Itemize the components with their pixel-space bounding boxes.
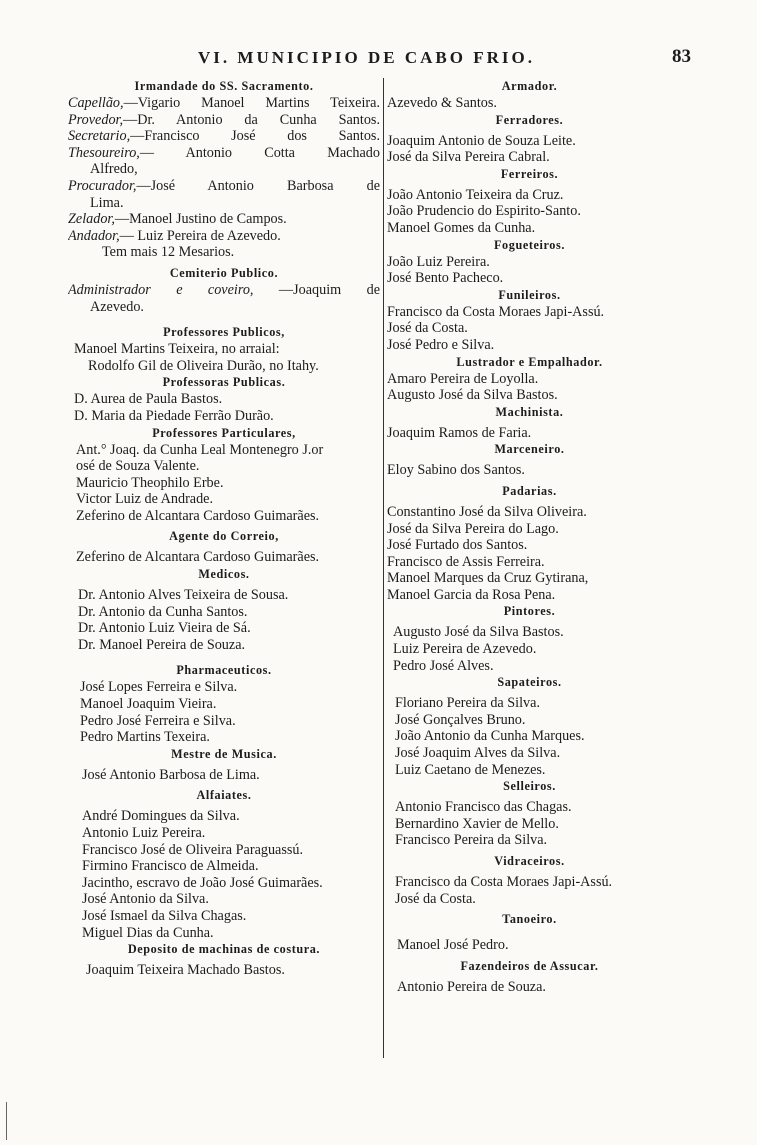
list-item: Manoel Joaquim Vieira. (80, 696, 217, 713)
role-label: Provedor, (68, 111, 124, 128)
section-heading-selleiros: Selleiros. (503, 779, 556, 794)
entry-continuation: Lima. (90, 194, 124, 211)
list-item: Francisco da Costa Moraes Japi-Assú. (395, 874, 613, 890)
list-item: Manoel Garcia da Rosa Pena. (387, 586, 556, 603)
section-heading-fogueteiros: Fogueteiros. (494, 237, 565, 252)
page-title: VI. MUNICIPIO DE CABO FRIO. (198, 48, 535, 67)
entry-zelador (68, 211, 380, 228)
list-item: Augusto José da Silva Bastos. (387, 387, 558, 404)
list-item: Pedro Martins Texeira. (80, 729, 210, 746)
person-name: — Luiz Pereira de Azevedo. (119, 227, 281, 244)
entry-provedor (68, 112, 380, 129)
list-item: Antonio Luiz Pereira. (82, 825, 206, 841)
list-item: José Bento Pacheco. (387, 270, 504, 287)
person-name: —Dr. Antonio da Cunha Santos. (123, 111, 380, 128)
list-item: João Luiz Pereira. (387, 253, 490, 270)
section-heading-professoras-publicas: Professoras Publicas. (162, 375, 286, 390)
list-item: Pedro José Alves. (393, 657, 494, 674)
list-item: Dr. Manoel Pereira de Souza. (78, 636, 246, 653)
list-item: D. Aurea de Paula Bastos. (74, 391, 223, 408)
section-heading-machinista: Machinista. (495, 404, 564, 419)
person-name: —Vigario Manoel Martins Teixeira. (123, 95, 380, 111)
entry-continuation: Azevedo. (90, 298, 144, 315)
section-heading-tanoeiro: Tanoeiro. (502, 912, 557, 927)
list-item: Manoel José Pedro. (397, 937, 509, 954)
list-item: José Antonio da Silva. (82, 891, 209, 908)
entry-mesarios: Tem mais 12 Mesarios. (102, 244, 235, 261)
role-label: Capellão, (68, 95, 124, 111)
list-item: João Antonio da Cunha Marques. (395, 728, 585, 745)
entry-thesoureiro (68, 145, 380, 162)
list-item: Jacintho, escravo de João José Guimarães. (82, 874, 323, 891)
list-item: Azevedo & Santos. (387, 95, 497, 111)
list-item: André Domingues da Silva. (82, 808, 240, 825)
list-item: Pedro José Ferreira e Silva. (80, 712, 236, 729)
list-item: Zeferino de Alcantara Cardoso Guimarães. (76, 507, 320, 524)
role-label: Zelador, (68, 211, 115, 228)
list-item: Antonio Francisco das Chagas. (395, 799, 572, 816)
list-item: Miguel Dias da Cunha. (82, 924, 214, 941)
list-item: osé de Souza Valente. (76, 458, 200, 475)
person-name: —Manoel Justino de Campos. (114, 211, 287, 228)
list-item: José Pedro e Silva. (387, 336, 495, 353)
section-heading-agente-correio: Agente do Correio, (169, 529, 279, 544)
section-heading-lustrador: Lustrador e Empalhador. (456, 354, 603, 369)
role-label: Thesoureiro, (68, 144, 140, 161)
list-item: Dr. Antonio Luiz Vieira de Sá. (78, 620, 251, 637)
person-name: —Francisco José dos Santos. (130, 128, 380, 145)
list-item: Constantino José da Silva Oliveira. (387, 503, 587, 520)
list-item: José da Silva Pereira Cabral. (387, 149, 550, 166)
list-item: José Furtado dos Santos. (387, 537, 528, 554)
list-item: Luiz Pereira de Azevedo. (393, 641, 537, 658)
entry-andador (68, 228, 380, 245)
list-item: José Antonio Barbosa de Lima. (82, 766, 260, 783)
section-heading-mestre-musica: Mestre de Musica. (171, 746, 277, 761)
page-edge-mark (6, 1102, 7, 1140)
list-item: Francisco de Assis Ferreira. (387, 553, 545, 570)
page-number: 83 (672, 46, 691, 67)
person-name: —José Antonio Barbosa de (136, 177, 380, 194)
list-item: Ant.° Joaq. da Cunha Leal Montenegro J.or (76, 441, 324, 458)
section-heading-sapateiros: Sapateiros. (497, 675, 562, 690)
section-heading-professores-particulares: Professores Particulares, (152, 425, 296, 440)
list-item: Luiz Caetano de Menezes. (395, 761, 546, 778)
right-column (387, 78, 672, 995)
list-item: Eloy Sabino dos Santos. (387, 462, 525, 479)
section-heading-ferreiros: Ferreiros. (500, 166, 559, 181)
section-heading-ferradores: Ferradores. (495, 112, 564, 127)
entry-procurador (68, 178, 380, 195)
role-label: Procurador, (68, 177, 137, 194)
person-name: — Antonio Cotta Machado (139, 144, 380, 161)
list-item: Victor Luiz de Andrade. (76, 491, 214, 508)
entry-continuation: Alfredo, (90, 161, 138, 178)
list-item: Francisco Pereira da Silva. (395, 832, 548, 849)
section-heading-vidraceiros: Vidraceiros. (494, 854, 565, 868)
entry-administrador (68, 282, 380, 299)
list-item: D. Maria da Piedade Ferrão Durão. (74, 407, 274, 424)
left-column (68, 78, 380, 979)
list-item: João Antonio Teixeira da Cruz. (387, 186, 564, 203)
section-heading-padarias: Padarias. (502, 483, 557, 498)
list-item: Joaquim Teixeira Machado Bastos. (86, 962, 285, 979)
list-item: Manoel Martins Teixeira, no arraial: (74, 341, 280, 358)
list-item: José da Costa. (395, 890, 476, 907)
list-item: Dr. Antonio da Cunha Santos. (78, 603, 248, 620)
list-item: José Ismael da Silva Chagas. (82, 907, 247, 924)
list-item: Joaquim Ramos de Faria. (387, 424, 532, 441)
list-item: Augusto José da Silva Bastos. (393, 624, 564, 641)
section-heading-fazendeiros: Fazendeiros de Assucar. (460, 958, 599, 973)
list-item: Floriano Pereira da Silva. (395, 695, 540, 712)
list-item: Francisco José de Oliveira Paraguassú. (82, 841, 304, 858)
section-heading-armador: Armador. (501, 79, 558, 93)
role-label: Administrador e coveiro, (68, 281, 254, 298)
section-heading-pintores: Pintores. (503, 604, 556, 619)
role-label: Andador, (68, 227, 120, 244)
list-item: Dr. Antonio Alves Teixeira de Sousa. (78, 587, 289, 604)
list-item: Firmino Francisco de Almeida. (82, 858, 259, 875)
list-item: José Gonçalves Bruno. (395, 711, 526, 728)
page-header (0, 46, 757, 72)
section-heading-irmandade: Irmandade do SS. Sacramento. (134, 79, 314, 93)
column-divider (383, 78, 384, 1058)
list-item: João Prudencio do Espirito-Santo. (387, 203, 581, 220)
list-item: Amaro Pereira de Loyolla. (387, 370, 539, 387)
list-item: Bernardino Xavier de Mello. (395, 815, 559, 832)
section-heading-cemiterio: Cemiterio Publico. (169, 265, 279, 280)
list-item: Manoel Marques da Cruz Gytirana, (387, 570, 589, 587)
section-heading-pharmaceuticos: Pharmaceuticos. (176, 663, 272, 678)
section-heading-professores-publicos: Professores Publicos, (163, 325, 285, 340)
list-item: Antonio Pereira de Souza. (397, 978, 546, 995)
section-heading-medicos: Medicos. (198, 567, 250, 582)
list-item: José da Costa. (387, 320, 468, 337)
entry-capellao (68, 95, 380, 112)
section-heading-marceneiro: Marceneiro. (494, 442, 565, 457)
list-item: Mauricio Theophilo Erbe. (76, 474, 224, 491)
entry-secretario (68, 128, 380, 145)
list-item: Zeferino de Alcantara Cardoso Guimarães. (76, 549, 320, 566)
section-heading-funileiros: Funileiros. (498, 287, 561, 302)
list-item: Manoel Gomes da Cunha. (387, 219, 536, 236)
list-item: Rodolfo Gil de Oliveira Durão, no Itahy. (88, 357, 319, 374)
list-item: Joaquim Antonio de Souza Leite. (387, 132, 576, 149)
list-item: Francisco da Costa Moraes Japi-Assú. (387, 303, 605, 320)
list-item: José da Silva Pereira do Lago. (387, 520, 559, 537)
role-label: Secretario, (68, 128, 131, 145)
section-heading-deposito: Deposito de machinas de costura. (127, 942, 321, 957)
list-item: José Lopes Ferreira e Silva. (80, 679, 238, 696)
section-heading-alfaiates: Alfaiates. (196, 788, 252, 803)
person-name: —Joaquim de (278, 281, 380, 298)
list-item: José Joaquim Alves da Silva. (395, 745, 561, 762)
